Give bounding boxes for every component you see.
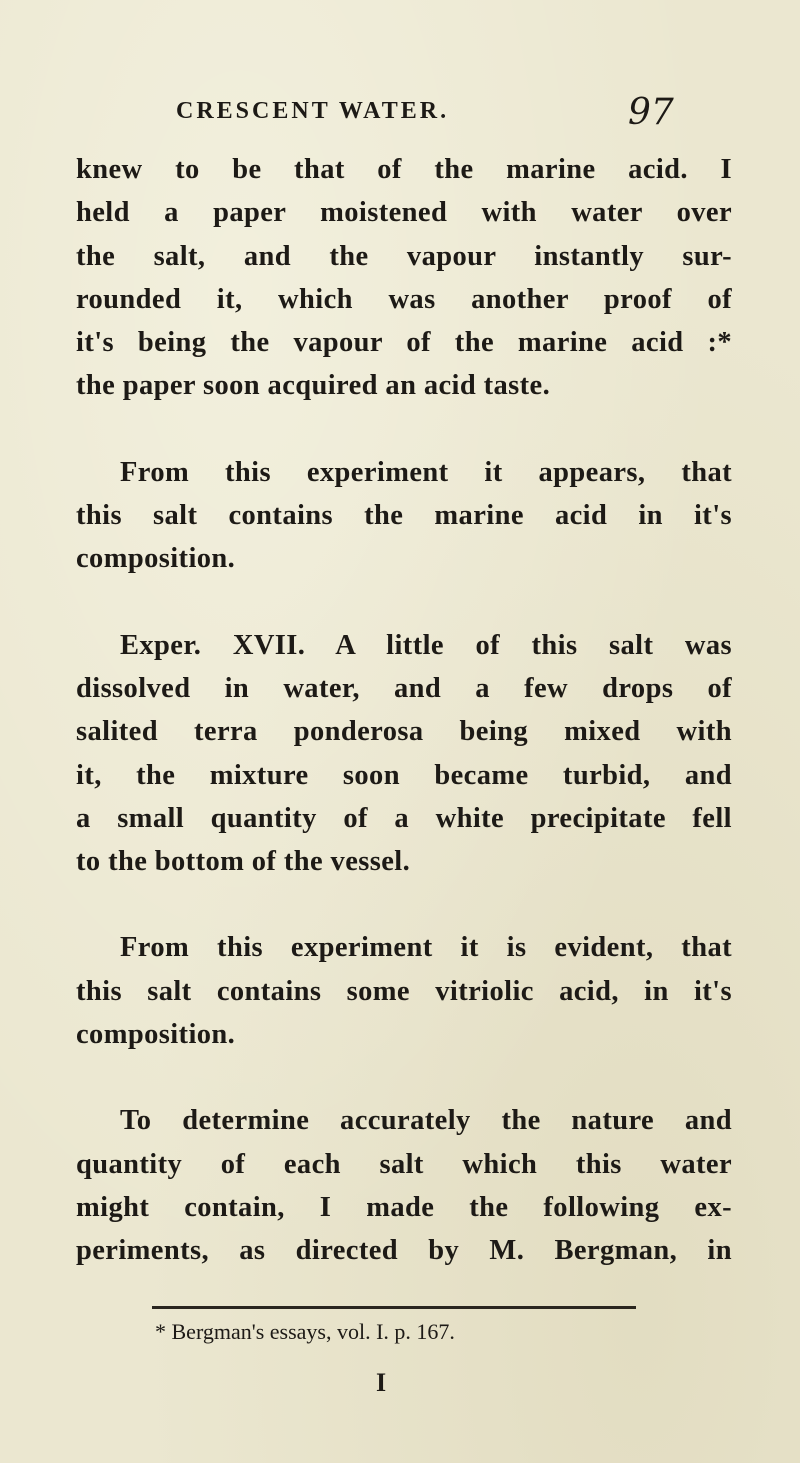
running-head-title: CRESCENT WATER.: [176, 98, 450, 124]
text-line: held a paper moistened with water over: [76, 197, 732, 229]
text-line: might contain, I made the following ex-: [76, 1191, 732, 1223]
text-line: this salt contains the marine acid in it's: [76, 500, 732, 532]
text-line: salited terra ponderosa being mixed with: [76, 716, 732, 748]
page-number: 97: [628, 92, 674, 133]
text-line: composition.: [76, 1019, 236, 1051]
text-line: periments, as directed by M. Bergman, in: [76, 1235, 732, 1267]
text-line: this salt contains some vitriolic acid, in it's: [76, 975, 732, 1007]
text-line: From this experiment it is evident, that: [120, 932, 732, 964]
text-line: the salt, and the vapour instantly sur-: [76, 240, 732, 272]
footnote: * Bergman's essays, vol. I. p. 167.: [155, 1319, 455, 1344]
text-line: it, the mixture soon became turbid, and: [76, 759, 732, 791]
text-line: knew to be that of the marine acid. I: [76, 154, 732, 185]
body-text: [76, 148, 732, 1273]
text-line: to the bottom of the vessel.: [76, 846, 411, 878]
paragraph-4: [76, 926, 732, 1056]
text-line: Exper. XVII. A little of this salt was: [120, 629, 732, 661]
text-line: it's being the vapour of the marine acid :*: [76, 327, 732, 359]
paragraph-5: [76, 1099, 732, 1272]
paragraph-1: [76, 148, 732, 408]
text-line: the paper soon acquired an acid taste.: [76, 370, 551, 402]
text-line: From this experiment it appears, that: [120, 456, 732, 488]
paragraph-2: [76, 451, 732, 581]
paragraph-3: [76, 624, 732, 884]
signature-mark: I: [376, 1368, 387, 1397]
text-line: composition.: [76, 543, 236, 575]
text-line: rounded it, which was another proof of: [76, 283, 732, 315]
text-line: To determine accurately the nature and: [120, 1105, 732, 1137]
text-line: quantity of each salt which this water: [76, 1148, 732, 1180]
text-line: a small quantity of a white precipitate fell: [76, 802, 732, 834]
running-head: [0, 92, 800, 138]
footnote-divider: [152, 1306, 636, 1309]
text-line: dissolved in water, and a few drops of: [76, 672, 732, 704]
